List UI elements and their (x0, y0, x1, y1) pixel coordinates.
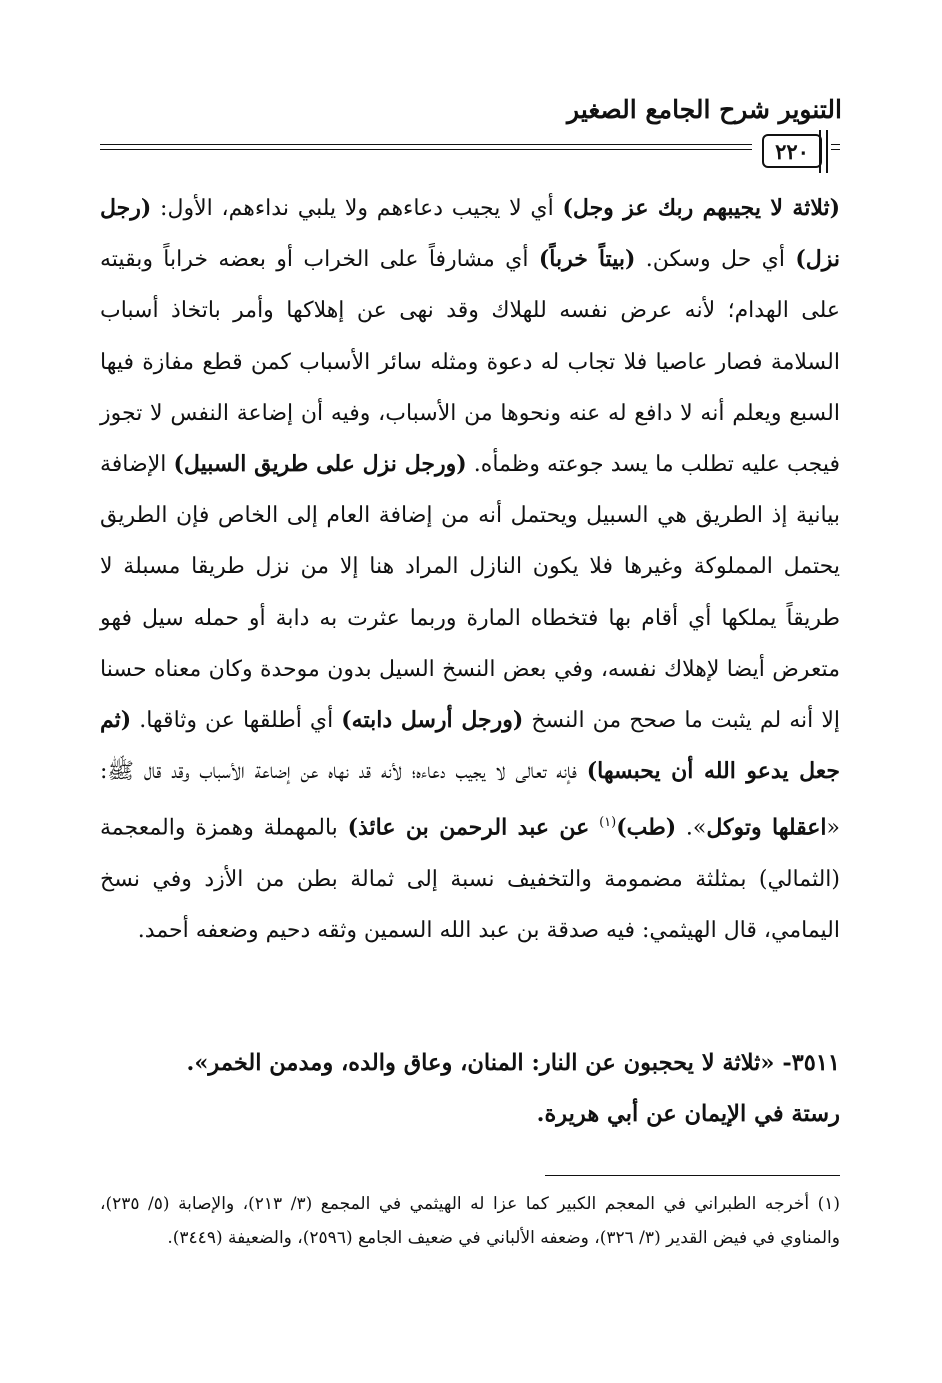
matn-bold: (ورجل أرسل دابته) (341, 707, 524, 734)
header-rule-left-top (831, 144, 840, 145)
hadith-entry (100, 1038, 840, 1140)
hadith-source: رستة في الإيمان عن أبي هريرة. (536, 1101, 840, 1127)
footnote-separator (545, 1175, 840, 1176)
hadith-quote-bold: اعقلها وتوكل (706, 814, 827, 841)
commentary-text (100, 183, 840, 956)
sharh-text (589, 816, 599, 841)
header-rule-top (100, 144, 752, 145)
footnote-ref: (١) (599, 815, 617, 831)
matn-bold: (ورجل نزل على طريق السبيل) (173, 451, 467, 478)
sharh-text: الإضافة بيانية إذ الطريق هي السبيل ويحتمل أنه من إضافة العام إلى الخاص فإن الطريق يحتمل المملوكة وغيرها فلا يكون النازل المراد هنا إلا من نزل طريقا مسبلة لا طريقاً يملكها أي أقام بها فتخطاه المارة وربما عثرت به دابة أو حمله سيل فهو متعرض أيضا لإهلاك نفسه، وفي بعض النسخ السيل بدون موحدة وكان معناه حسنا إلا أنه لم يثبت ما صحح من النسخ (100, 452, 840, 734)
source-abbrev-bold: (طب) (616, 814, 677, 841)
footnotes (100, 1187, 840, 1255)
page-number: ٢٢٠ (762, 134, 822, 168)
running-title: التنوير شرح الجامع الصغير (567, 95, 842, 124)
sharh-text: أي لا يجيب دعاءهم ولا يلبي نداءهم، الأول: (151, 196, 563, 221)
sharh-text: أي مشارفاً على الخراب أو بعضه خراباً وبقيته على الهدام؛ لأنه عرض نفسه للهلاك وقد نهى عن إهلاكها وأمر باتخاذ أسباب السلامة فصار عاصيا فلا تجاب له دعوة ومثله سائر الأسباب كمن قطع مفازة فيها السبع ويعلم أنه لا دافع له عنه ونحوها من الأسباب، وفيه أن إضاعة النفس لا تجوز فيجب عليه تطلب ما يسد جوعته وظمأه. (100, 247, 840, 478)
sharh-text: أي أطلقها عن وثاقها. (131, 708, 342, 734)
header-rule-left-bottom (831, 149, 840, 150)
header-rule-bottom (100, 149, 752, 150)
footnote-1: (١) أخرجه الطبراني في المعجم الكبير كما عزا له الهيثمي في المجمع (٣/ ٢١٣)، والإصابة (٥/ ٢٣٥)، والمناوي في فيض القدير (٣/ ٣٢٦)، وضعفه الألباني في ضعيف الجامع (٢٥٩٦)، والضعيفة (٣٤٤٩). (100, 1194, 840, 1248)
hadith-text: ٣٥١١- «ثلاثة لا يحجبون عن النار: المنان، وعاق والده، ومدمن الخمر». (186, 1050, 840, 1076)
sharh-text: فإنه تعالى لا يجيب دعاءه؛ لأنه قد نهاه عن إضاعة الأسباب وقد قال ﷺ: « (100, 759, 840, 841)
matn-bold: (ثلاثة لا يجيبهم ربك عز وجل) (562, 195, 840, 221)
sharh-text: ». (676, 815, 707, 841)
matn-bold: (بيتاً خرباً) (538, 246, 636, 273)
sharh-text: أي حل وسكن. (635, 247, 796, 273)
matn-bold: (ثم جعل يدعو الله أن يحبسها) (100, 707, 840, 785)
sharh-text: بالمهملة وهمزة والمعجمة (الثمالي) بمثلثة مضمومة والتخفيف نسبة إلى ثمالة بطن من الأزد وفي نسخ اليمامي، قال الهيثمي: فيه صدقة بن عبد الله السمين وثقه دحيم وضعفه أحمد. (100, 815, 840, 944)
matn-bold: (رجل نزل) (100, 195, 841, 273)
narrator-bold: عن عبد الرحمن بن عائذ) (347, 814, 590, 841)
